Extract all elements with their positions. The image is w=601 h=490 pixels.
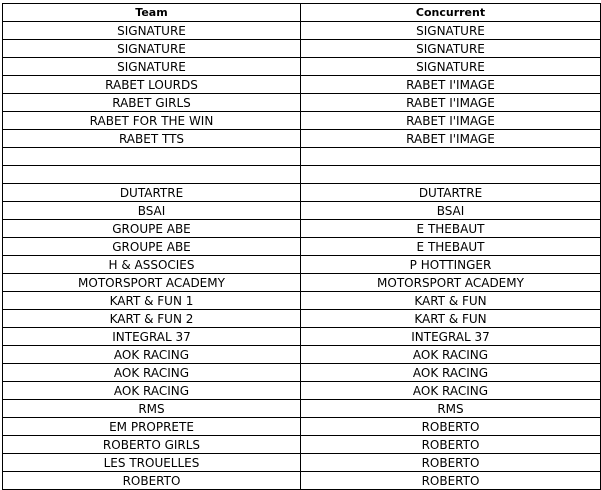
concurrent-cell: INTEGRAL 37 <box>301 328 601 346</box>
table-row <box>3 184 601 202</box>
team-cell: INTEGRAL 37 <box>3 328 301 346</box>
table-row <box>3 202 601 220</box>
concurrent-cell: ROBERTO <box>301 436 601 454</box>
team-cell <box>3 166 301 184</box>
team-cell: RABET TTS <box>3 130 301 148</box>
table-body <box>3 22 601 490</box>
table-row <box>3 112 601 130</box>
table-row <box>3 328 601 346</box>
table-row <box>3 238 601 256</box>
table-row <box>3 292 601 310</box>
concurrent-cell: KART & FUN <box>301 292 601 310</box>
team-cell: KART & FUN 2 <box>3 310 301 328</box>
concurrent-cell: ROBERTO <box>301 472 601 490</box>
team-cell: RABET LOURDS <box>3 76 301 94</box>
team-cell: H & ASSOCIES <box>3 256 301 274</box>
table-row <box>3 148 601 166</box>
team-cell: GROUPE ABE <box>3 238 301 256</box>
team-cell: GROUPE ABE <box>3 220 301 238</box>
team-cell: ROBERTO GIRLS <box>3 436 301 454</box>
header-row <box>3 4 601 22</box>
table-row <box>3 382 601 400</box>
table-row <box>3 22 601 40</box>
concurrent-cell: BSAI <box>301 202 601 220</box>
concurrent-cell: AOK RACING <box>301 364 601 382</box>
table-row <box>3 58 601 76</box>
team-cell: BSAI <box>3 202 301 220</box>
team-cell: RABET FOR THE WIN <box>3 112 301 130</box>
team-cell: SIGNATURE <box>3 40 301 58</box>
team-cell: KART & FUN 1 <box>3 292 301 310</box>
concurrent-cell: E THEBAUT <box>301 220 601 238</box>
header-concurrent: Concurrent <box>301 4 601 22</box>
concurrent-cell: ROBERTO <box>301 454 601 472</box>
team-cell: EM PROPRETE <box>3 418 301 436</box>
concurrent-cell: SIGNATURE <box>301 58 601 76</box>
concurrent-cell <box>301 166 601 184</box>
table-row <box>3 94 601 112</box>
concurrent-cell: AOK RACING <box>301 382 601 400</box>
team-cell: SIGNATURE <box>3 58 301 76</box>
concurrent-cell: KART & FUN <box>301 310 601 328</box>
team-cell: RABET GIRLS <box>3 94 301 112</box>
team-cell <box>3 148 301 166</box>
table-row <box>3 436 601 454</box>
table-row <box>3 40 601 58</box>
team-cell: SIGNATURE <box>3 22 301 40</box>
table-row <box>3 256 601 274</box>
team-table <box>2 3 601 490</box>
header-team: Team <box>3 4 301 22</box>
team-cell: LES TROUELLES <box>3 454 301 472</box>
concurrent-cell: P HOTTINGER <box>301 256 601 274</box>
concurrent-cell: RABET I'IMAGE <box>301 112 601 130</box>
team-cell: ROBERTO <box>3 472 301 490</box>
concurrent-cell: SIGNATURE <box>301 40 601 58</box>
table-row <box>3 364 601 382</box>
concurrent-cell: AOK RACING <box>301 346 601 364</box>
concurrent-cell <box>301 148 601 166</box>
concurrent-cell: DUTARTRE <box>301 184 601 202</box>
table-row <box>3 76 601 94</box>
table-row <box>3 418 601 436</box>
concurrent-cell: RMS <box>301 400 601 418</box>
concurrent-cell: RABET I'IMAGE <box>301 130 601 148</box>
concurrent-cell: E THEBAUT <box>301 238 601 256</box>
table-row <box>3 400 601 418</box>
concurrent-cell: ROBERTO <box>301 418 601 436</box>
concurrent-cell: RABET I'IMAGE <box>301 94 601 112</box>
concurrent-cell: RABET I'IMAGE <box>301 76 601 94</box>
table-row <box>3 310 601 328</box>
team-cell: AOK RACING <box>3 346 301 364</box>
table-row <box>3 274 601 292</box>
team-cell: MOTORSPORT ACADEMY <box>3 274 301 292</box>
table-row <box>3 454 601 472</box>
team-cell: AOK RACING <box>3 364 301 382</box>
team-cell: DUTARTRE <box>3 184 301 202</box>
concurrent-cell: MOTORSPORT ACADEMY <box>301 274 601 292</box>
table-row <box>3 166 601 184</box>
concurrent-cell: SIGNATURE <box>301 22 601 40</box>
team-cell: AOK RACING <box>3 382 301 400</box>
table-row <box>3 220 601 238</box>
team-cell: RMS <box>3 400 301 418</box>
table-row <box>3 130 601 148</box>
table-row <box>3 346 601 364</box>
